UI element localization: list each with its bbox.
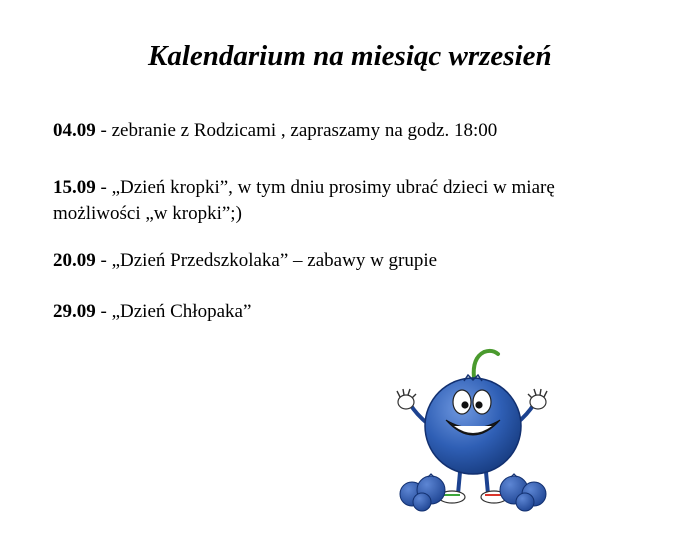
calendar-entry (53, 248, 437, 274)
entry-text: „Dzień Chłopaka” (111, 301, 252, 322)
entry-separator: - (95, 120, 112, 141)
entry-text: „Dzień Przedszkolaka” – zabawy w grupie (111, 250, 438, 271)
entry-text-continued: możliwości „w kropki”;) (53, 203, 242, 224)
small-berries (400, 474, 546, 511)
right-glove-icon (528, 389, 547, 409)
blueberry-mascot-icon (388, 344, 558, 514)
entry-separator: - (95, 250, 112, 271)
entry-separator: - (95, 177, 112, 198)
entry-date: 15.09 (53, 177, 96, 198)
entry-date: 04.09 (53, 120, 96, 141)
entry-date: 20.09 (53, 250, 96, 271)
entry-text: zebranie z Rodzicami , zapraszamy na godz. 18:00 (111, 120, 498, 141)
calendar-entry (53, 299, 251, 325)
entry-separator: - (95, 301, 112, 322)
left-glove-icon (397, 389, 416, 409)
entry-text: „Dzień kropki”, w tym dniu prosimy ubrać dzieci w miarę (111, 177, 555, 198)
shoes (439, 491, 507, 503)
calendar-entry (53, 118, 497, 144)
page-title: Kalendarium na miesiąc wrzesień (148, 40, 552, 72)
entry-date: 29.09 (53, 301, 96, 322)
calendar-entry (53, 175, 555, 227)
